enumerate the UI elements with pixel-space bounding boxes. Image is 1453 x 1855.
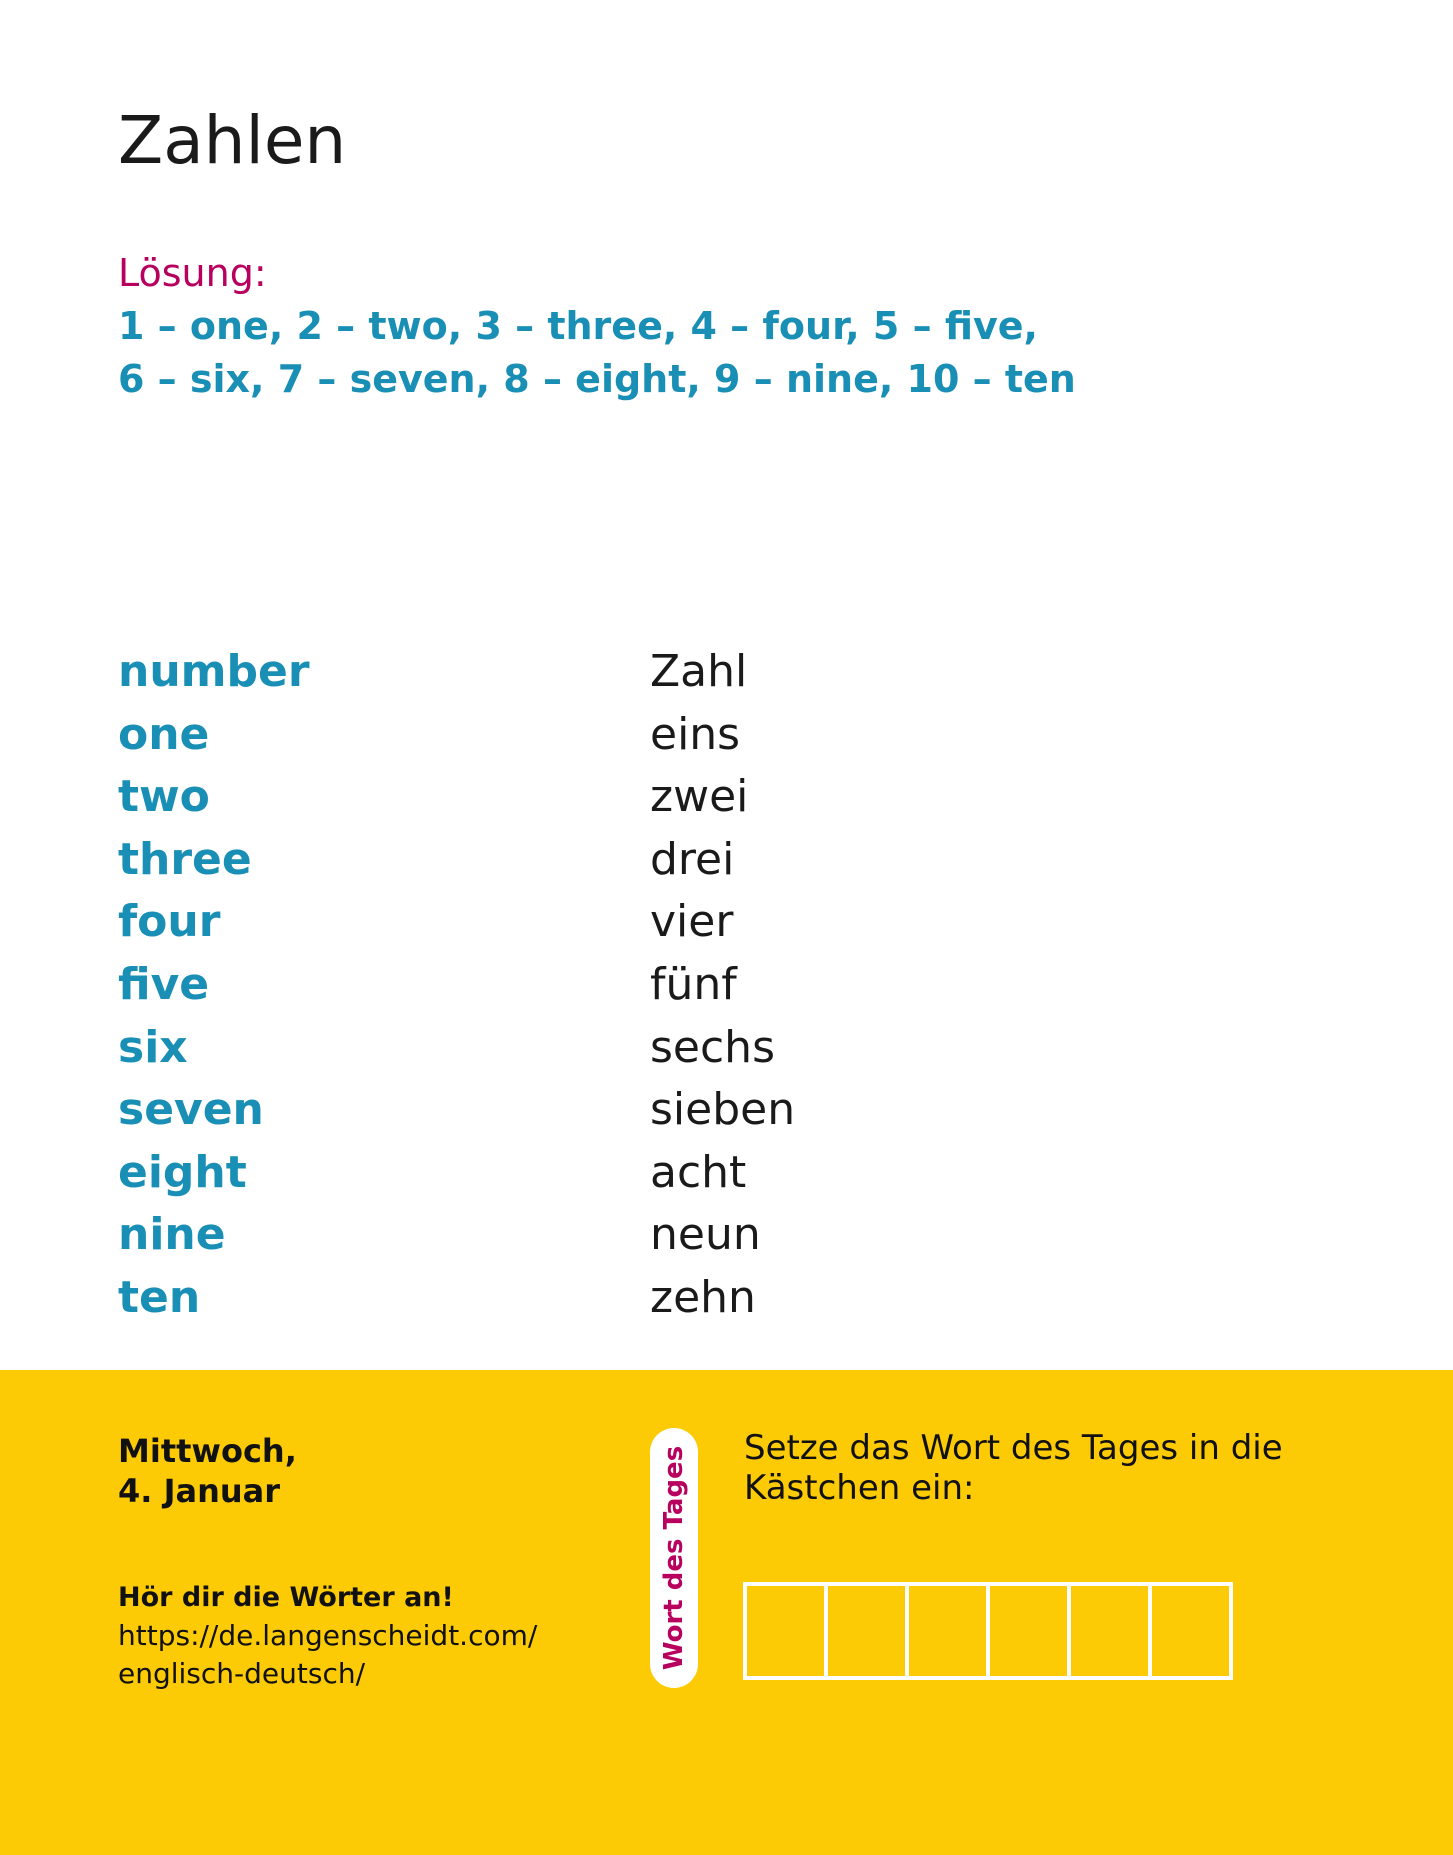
- answer-boxes: [743, 1582, 1229, 1680]
- date-day: 4. Januar: [118, 1472, 280, 1510]
- english-word: number: [118, 646, 310, 697]
- english-word: three: [118, 833, 252, 885]
- german-word: vier: [650, 896, 734, 948]
- german-word: Zahl: [650, 646, 748, 697]
- answer-box[interactable]: [986, 1582, 1071, 1680]
- german-word: drei: [650, 833, 735, 885]
- word-of-day-badge: [650, 1428, 698, 1688]
- word-of-day-label: Wort des Tages: [659, 1445, 689, 1671]
- english-word: ten: [118, 1271, 201, 1323]
- instruction-text: Kästchen ein:: [744, 1468, 975, 1508]
- english-word: seven: [118, 1084, 264, 1136]
- vocabulary-row: [118, 708, 1318, 776]
- page-title: Zahlen: [118, 102, 347, 179]
- listen-title: Hör dir die Wörter an!: [118, 1582, 454, 1613]
- english-word: one: [118, 708, 210, 760]
- vocabulary-row: [118, 1021, 1318, 1089]
- english-word: eight: [118, 1146, 247, 1198]
- date-weekday: Mittwoch,: [118, 1432, 297, 1470]
- answer-box[interactable]: [743, 1582, 828, 1680]
- answer-box[interactable]: [1148, 1582, 1233, 1680]
- german-word: neun: [650, 1209, 761, 1261]
- english-word: five: [118, 958, 210, 1010]
- vocabulary-row: [118, 1271, 1318, 1339]
- solution-label: Lösung:: [118, 251, 267, 295]
- vocabulary-row: [118, 1209, 1318, 1276]
- german-word: sechs: [650, 1021, 775, 1073]
- german-word: zwei: [650, 771, 749, 823]
- german-word: zehn: [650, 1271, 756, 1323]
- german-word: eins: [650, 708, 741, 760]
- english-word: four: [118, 896, 221, 948]
- solution-line: 6 – six, 7 – seven, 8 – eight, 9 – nine, 10 – ten: [118, 357, 1076, 401]
- dictionary-link-continued[interactable]: englisch-deutsch/: [118, 1657, 366, 1690]
- instruction-text: Setze das Wort des Tages in die: [744, 1428, 1283, 1468]
- answer-box[interactable]: [1067, 1582, 1152, 1680]
- english-word: two: [118, 771, 210, 823]
- vocabulary-list: [118, 646, 1318, 1339]
- german-word: fünf: [650, 958, 737, 1010]
- german-word: sieben: [650, 1084, 796, 1136]
- english-word: nine: [118, 1209, 226, 1261]
- answer-box[interactable]: [905, 1582, 990, 1680]
- vocabulary-row: [118, 1146, 1318, 1214]
- german-word: acht: [650, 1146, 747, 1198]
- dictionary-link[interactable]: https://de.langenscheidt.com/: [118, 1619, 538, 1652]
- solution-line: 1 – one, 2 – two, 3 – three, 4 – four, 5 – five,: [118, 304, 1038, 348]
- vocabulary-row: [118, 896, 1318, 963]
- vocabulary-row: [118, 1084, 1318, 1151]
- vocabulary-row: [118, 958, 1318, 1026]
- vocabulary-row: [118, 646, 1318, 713]
- vocabulary-row: [118, 771, 1318, 838]
- english-word: six: [118, 1021, 188, 1073]
- answer-box[interactable]: [824, 1582, 909, 1680]
- vocabulary-row: [118, 833, 1318, 901]
